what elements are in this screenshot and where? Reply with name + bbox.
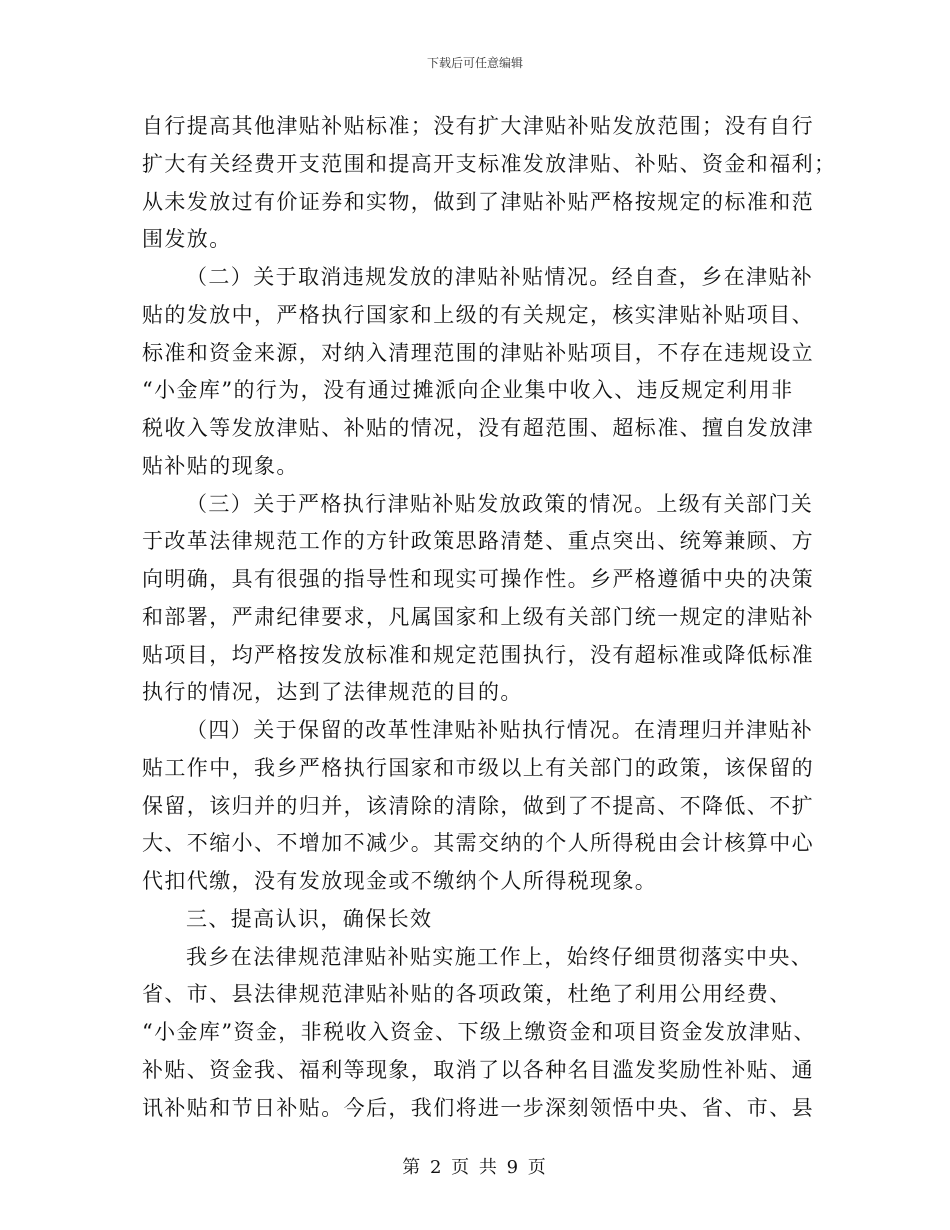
paragraph-start-line: 我乡在法律规范津贴补贴实施工作上，始终仔细贯彻落实中央、 [186, 944, 814, 969]
document-body [142, 108, 837, 1127]
text-line: 扩大有关经费开支范围和提高开支标准发放津贴、补贴、资金和福利； [142, 151, 837, 176]
text-line: 标准和资金来源，对纳入清理范围的津贴补贴项目，不存在违规设立 [142, 340, 814, 365]
text-line: 从未发放过有价证券和实物，做到了津贴补贴严格按规定的标准和范 [142, 189, 814, 214]
text-line: 贴项目，均严格按发放标准和规定范围执行，没有超标准或降低标准 [142, 642, 814, 667]
text-line: 围发放。 [142, 227, 232, 252]
text-line: 保留，该归并的归并，该清除的清除，做到了不提高、不降低、不扩 [142, 793, 814, 818]
text-line: 于改革法律规范工作的方针政策思路清楚、重点突出、统筹兼顾、方 [142, 529, 814, 554]
paragraph-start-line: （三）关于严格执行津贴补贴发放政策的情况。上级有关部门关 [186, 491, 814, 516]
text-line: “小金库”的行为，没有通过摊派向企业集中收入、违反规定利用非 [142, 378, 794, 403]
text-line: 税收入等发放津贴、补贴的情况，没有超范围、超标准、擅自发放津 [142, 416, 814, 440]
text-line: 贴补贴的现象。 [142, 453, 299, 478]
text-line: 代扣代缴，没有发放现金或不缴纳个人所得税现象。 [142, 869, 658, 893]
text-line: 省、市、县法律规范津贴补贴的各项政策，杜绝了利用公用经费、 [142, 982, 792, 1007]
page-header: 下载后可任意编辑 [426, 56, 523, 70]
text-line: “小金库”资金，非税收入资金、下级上缴资金和项目资金发放津贴、 [142, 1020, 816, 1044]
page-number-footer: 第 2 页 共 9 页 [402, 1157, 548, 1178]
text-line: 和部署，严肃纪律要求，凡属国家和上级有关部门统一规定的津贴补 [142, 604, 814, 629]
paragraph-start-line: （二）关于取消违规发放的津贴补贴情况。经自查，乡在津贴补 [186, 265, 814, 289]
text-line: 自行提高其他津贴补贴标准；没有扩大津贴补贴发放范围；没有自行 [142, 114, 814, 138]
text-line: 补贴、资金我、福利等现象，取消了以各种名目滥发奖励性补贴、通 [142, 1057, 814, 1082]
text-line: 向明确，具有很强的指导性和现实可操作性。乡严格遵循中央的决策 [142, 567, 814, 591]
text-line: 执行的情况，达到了法律规范的目的。 [142, 680, 523, 705]
paragraph-start-line: （四）关于保留的改革性津贴补贴执行情况。在清理归并津贴补 [186, 718, 814, 742]
text-line: 大、不缩小、不增加不减少。其需交纳的个人所得税由会计核算中心 [142, 831, 814, 856]
text-line: 贴工作中，我乡严格执行国家和市级以上有关部门的政策，该保留的 [142, 755, 814, 780]
text-line: 贴的发放中，严格执行国家和上级的有关规定，核实津贴补贴项目、 [142, 302, 814, 327]
section-heading: 三、提高认识，确保长效 [186, 906, 433, 931]
text-line: 讯补贴和节日补贴。今后，我们将进一步深刻领悟中央、省、市、县 [142, 1095, 814, 1120]
